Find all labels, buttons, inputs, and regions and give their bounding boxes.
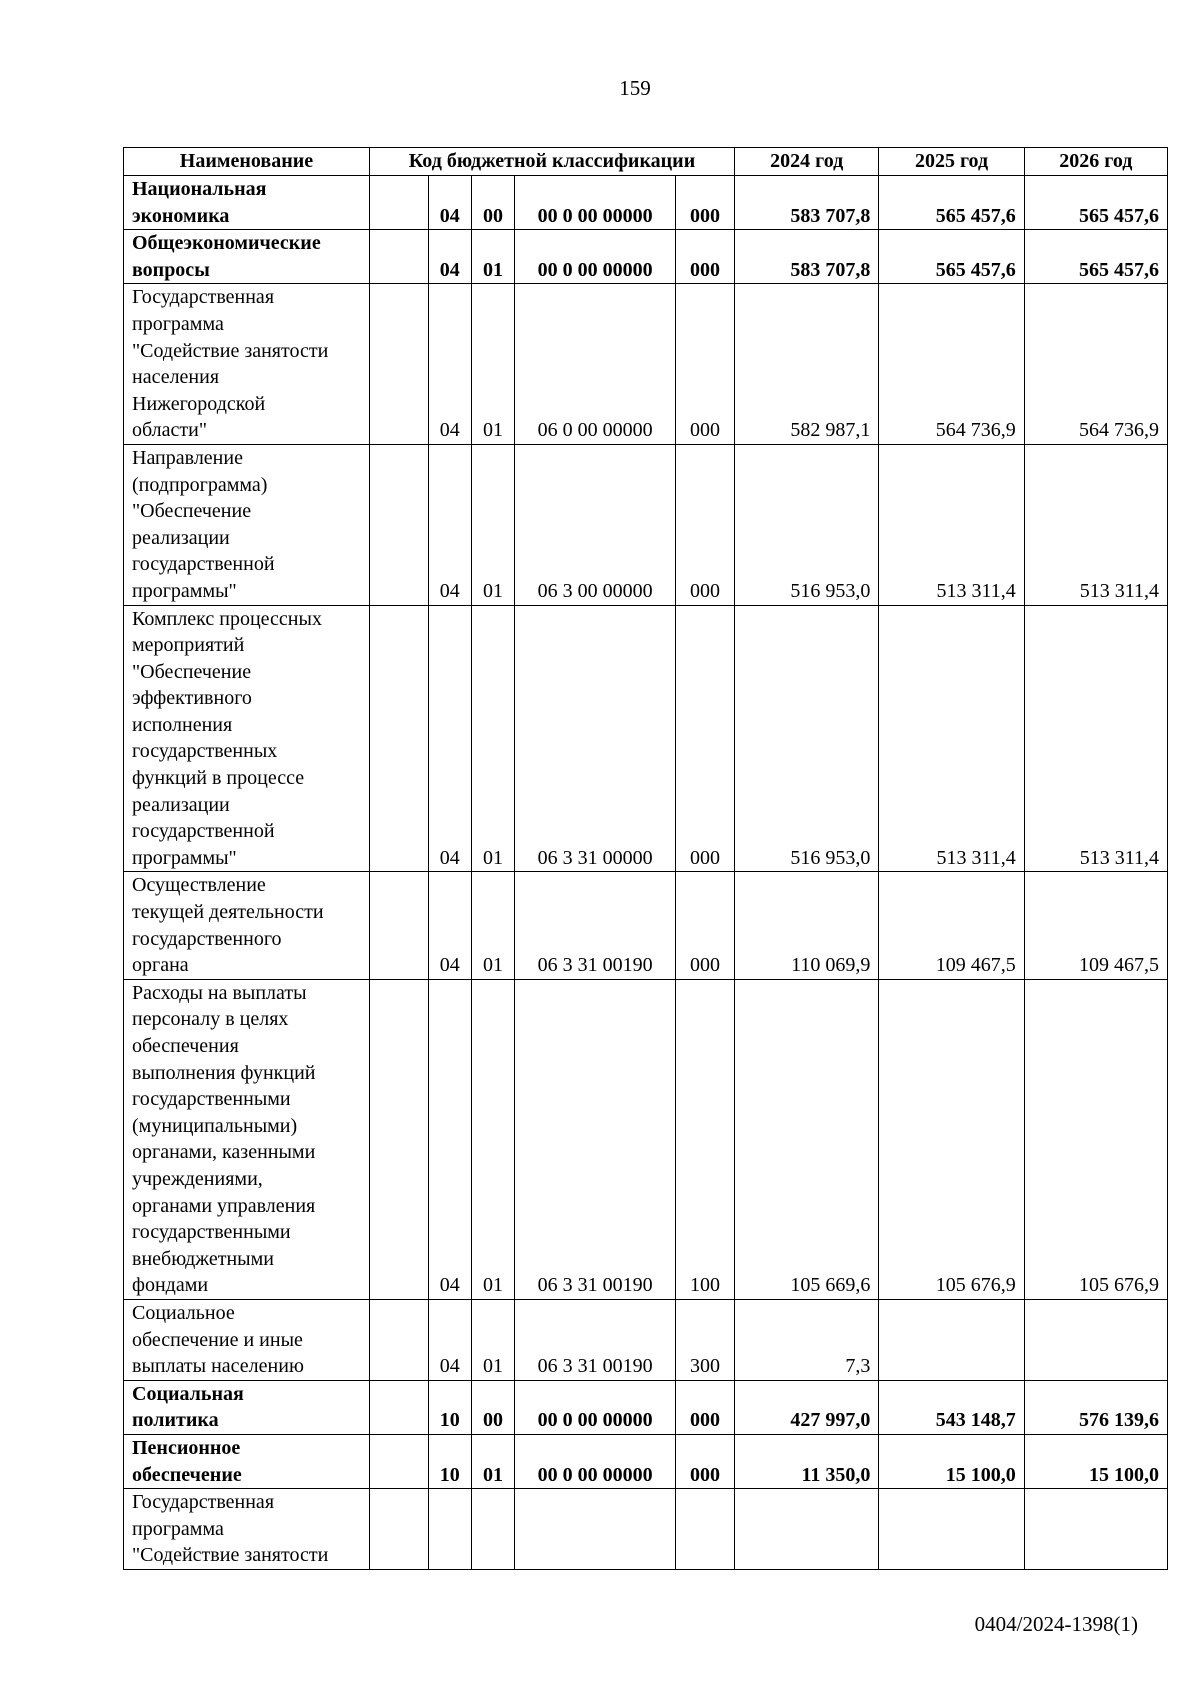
row-name-line: обеспечение и иные	[132, 1328, 303, 1351]
row-name-line: программа	[132, 1517, 224, 1540]
row-expense-type-code: 000	[676, 444, 735, 605]
row-value-2026: 105 676,9	[1024, 979, 1167, 1299]
row-name-line: Комплекс процессных	[132, 607, 322, 630]
row-name-line: вопросы	[132, 258, 210, 281]
row-value-2026: 109 467,5	[1024, 872, 1167, 979]
row-expense-type-code: 300	[676, 1299, 735, 1380]
row-value-2024: 427 997,0	[735, 1380, 879, 1434]
row-name-line: Осуществление	[132, 874, 266, 897]
row-name-line: Государственная	[132, 286, 275, 309]
header-budget-code: Код бюджетной классификации	[369, 148, 734, 176]
row-name	[124, 1489, 370, 1570]
row-target-article-code: 06 3 00 00000	[515, 444, 676, 605]
row-name-line: программы"	[132, 579, 237, 602]
row-subsection-code: 00	[471, 176, 515, 230]
row-name-line: фондами	[132, 1274, 209, 1297]
row-name-line: органами управления	[132, 1194, 316, 1217]
row-empty-cell	[369, 1380, 428, 1434]
row-name-line: реализации	[132, 793, 230, 816]
row-value-2025: 109 467,5	[879, 872, 1024, 979]
table-header-row	[124, 148, 1168, 176]
table-row	[124, 284, 1168, 445]
row-section-code	[428, 1489, 471, 1570]
row-value-2026	[1024, 1489, 1167, 1570]
row-name-line: обеспечение	[132, 1463, 242, 1486]
row-expense-type-code: 000	[676, 230, 735, 284]
row-subsection-code: 01	[471, 284, 515, 445]
row-name-line: органами, казенными	[132, 1141, 316, 1164]
row-name-line: обеспечения	[132, 1035, 239, 1057]
row-value-2025: 15 100,0	[879, 1434, 1024, 1488]
row-name-line: Направление	[132, 446, 243, 469]
row-empty-cell	[369, 444, 428, 605]
row-value-2024: 7,3	[735, 1299, 879, 1380]
row-name-line: Социальная	[132, 1382, 244, 1405]
row-section-code: 04	[428, 872, 471, 979]
row-name	[124, 230, 370, 284]
row-section-code: 04	[428, 176, 471, 230]
row-value-2024: 516 953,0	[735, 605, 879, 872]
page-number: 159	[619, 76, 651, 100]
row-value-2024: 582 987,1	[735, 284, 879, 445]
row-value-2024: 105 669,6	[735, 979, 879, 1299]
row-name-line: Государственная	[132, 1491, 275, 1514]
row-value-2024: 110 069,9	[735, 872, 879, 979]
row-target-article-code: 06 3 31 00000	[515, 605, 676, 872]
row-name-line: Пенсионное	[132, 1436, 241, 1459]
table-row	[124, 444, 1168, 605]
row-name-line: мероприятий	[132, 634, 245, 657]
header-2026: 2026 год	[1024, 148, 1167, 176]
row-name-line: (подпрограмма)	[132, 473, 268, 496]
row-empty-cell	[369, 176, 428, 230]
row-value-2026: 564 736,9	[1024, 284, 1167, 445]
table-body	[124, 176, 1168, 1570]
row-value-2025: 565 457,6	[879, 230, 1024, 284]
row-value-2025: 513 311,4	[879, 605, 1024, 872]
row-name-line: населения	[132, 366, 220, 389]
row-name-line: "Обеспечение	[132, 660, 252, 683]
row-name-line: Расходы на выплаты	[132, 981, 307, 1004]
row-expense-type-code: 000	[676, 284, 735, 445]
row-name	[124, 444, 370, 605]
row-target-article-code	[515, 1489, 676, 1570]
row-name	[124, 176, 370, 230]
row-name-line: государственными	[132, 1088, 291, 1111]
row-expense-type-code: 000	[676, 605, 735, 872]
row-section-code: 10	[428, 1434, 471, 1488]
row-subsection-code: 01	[471, 230, 515, 284]
row-name-line: текущей деятельности	[132, 901, 324, 924]
row-empty-cell	[369, 1299, 428, 1380]
row-expense-type-code	[676, 1489, 735, 1570]
row-name-line: государственными	[132, 1221, 291, 1244]
row-value-2025: 105 676,9	[879, 979, 1024, 1299]
row-name-line: государственного	[132, 927, 282, 950]
row-expense-type-code: 000	[676, 1434, 735, 1488]
row-name-line: программа	[132, 312, 224, 335]
row-name-line: государственной	[132, 820, 275, 843]
row-name-line: учреждениями,	[132, 1167, 263, 1190]
row-target-article-code: 00 0 00 00000	[515, 230, 676, 284]
row-name-line: (муниципальными)	[132, 1114, 298, 1137]
row-name-line: эффективного	[132, 687, 252, 710]
row-name-line: внебюджетными	[132, 1247, 274, 1270]
row-empty-cell	[369, 1434, 428, 1488]
row-name	[124, 284, 370, 445]
row-name-line: персоналу в целях	[132, 1008, 289, 1031]
table-row	[124, 230, 1168, 284]
row-empty-cell	[369, 872, 428, 979]
row-name	[124, 1434, 370, 1488]
row-name-line: выполнения функций	[132, 1061, 316, 1084]
row-name-line: функций в процессе	[132, 767, 305, 790]
row-value-2024: 11 350,0	[735, 1434, 879, 1488]
row-section-code: 04	[428, 230, 471, 284]
row-name-line: "Содействие занятости	[132, 339, 329, 362]
row-name-line: реализации	[132, 526, 230, 549]
row-value-2025: 513 311,4	[879, 444, 1024, 605]
table-row	[124, 1380, 1168, 1434]
row-value-2024: 583 707,8	[735, 176, 879, 230]
row-name-line: политика	[132, 1409, 219, 1432]
row-name-line: экономика	[132, 204, 230, 227]
row-subsection-code	[471, 1489, 515, 1570]
row-name-line: программы"	[132, 846, 237, 869]
row-subsection-code: 00	[471, 1380, 515, 1434]
row-value-2025	[879, 1489, 1024, 1570]
row-name-line: "Обеспечение	[132, 500, 252, 523]
row-section-code: 04	[428, 284, 471, 445]
row-value-2026: 513 311,4	[1024, 605, 1167, 872]
row-value-2025: 565 457,6	[879, 176, 1024, 230]
row-name	[124, 1299, 370, 1380]
row-name-line: исполнения	[132, 713, 233, 736]
row-name	[124, 979, 370, 1299]
row-target-article-code: 06 3 31 00190	[515, 979, 676, 1299]
table-row	[124, 1299, 1168, 1380]
row-section-code: 10	[428, 1380, 471, 1434]
row-subsection-code: 01	[471, 605, 515, 872]
row-empty-cell	[369, 1489, 428, 1570]
row-value-2025	[879, 1299, 1024, 1380]
row-name-line: области"	[132, 419, 208, 442]
row-value-2024: 583 707,8	[735, 230, 879, 284]
table-row	[124, 979, 1168, 1299]
row-value-2026: 513 311,4	[1024, 444, 1167, 605]
row-target-article-code: 06 3 31 00190	[515, 1299, 676, 1380]
row-name-line: государственных	[132, 740, 278, 763]
row-target-article-code: 06 3 31 00190	[515, 872, 676, 979]
row-subsection-code: 01	[471, 444, 515, 605]
row-value-2024	[735, 1489, 879, 1570]
row-expense-type-code: 000	[676, 176, 735, 230]
row-value-2026: 576 139,6	[1024, 1380, 1167, 1434]
row-value-2026: 15 100,0	[1024, 1434, 1167, 1488]
row-empty-cell	[369, 979, 428, 1299]
document-code: 0404/2024-1398(1)	[974, 1612, 1138, 1636]
row-name-line: выплаты населению	[132, 1355, 304, 1378]
row-subsection-code: 01	[471, 872, 515, 979]
header-2025: 2025 год	[879, 148, 1024, 176]
table-row	[124, 1434, 1168, 1488]
header-2024: 2024 год	[735, 148, 879, 176]
row-expense-type-code: 100	[676, 979, 735, 1299]
row-name-line: государственной	[132, 553, 275, 576]
row-value-2025: 543 148,7	[879, 1380, 1024, 1434]
table-row	[124, 605, 1168, 872]
row-empty-cell	[369, 284, 428, 445]
row-section-code: 04	[428, 605, 471, 872]
table-row	[124, 872, 1168, 979]
row-expense-type-code: 000	[676, 1380, 735, 1434]
row-target-article-code: 06 0 00 00000	[515, 284, 676, 445]
row-section-code: 04	[428, 979, 471, 1299]
row-empty-cell	[369, 605, 428, 872]
row-value-2024: 516 953,0	[735, 444, 879, 605]
row-name	[124, 872, 370, 979]
row-target-article-code: 00 0 00 00000	[515, 176, 676, 230]
table-row	[124, 1489, 1168, 1570]
row-expense-type-code: 000	[676, 872, 735, 979]
row-empty-cell	[369, 230, 428, 284]
row-section-code: 04	[428, 1299, 471, 1380]
row-target-article-code: 00 0 00 00000	[515, 1434, 676, 1488]
row-name-line: Нижегородской	[132, 392, 266, 415]
row-name-line: "Содействие занятости	[132, 1544, 329, 1567]
table-row	[124, 176, 1168, 230]
row-target-article-code: 00 0 00 00000	[515, 1380, 676, 1434]
row-name-line: Социальное	[132, 1301, 235, 1324]
row-name-line: Общеэкономические	[132, 232, 321, 255]
row-value-2026: 565 457,6	[1024, 176, 1167, 230]
row-subsection-code: 01	[471, 1299, 515, 1380]
row-value-2026	[1024, 1299, 1167, 1380]
row-subsection-code: 01	[471, 979, 515, 1299]
row-value-2025: 564 736,9	[879, 284, 1024, 445]
row-section-code: 04	[428, 444, 471, 605]
row-name	[124, 1380, 370, 1434]
budget-table	[123, 147, 1168, 1570]
row-name	[124, 605, 370, 872]
row-value-2026: 565 457,6	[1024, 230, 1167, 284]
row-subsection-code: 01	[471, 1434, 515, 1488]
row-name-line: органа	[132, 954, 189, 977]
header-name: Наименование	[124, 148, 370, 176]
row-name-line: Национальная	[132, 178, 267, 200]
